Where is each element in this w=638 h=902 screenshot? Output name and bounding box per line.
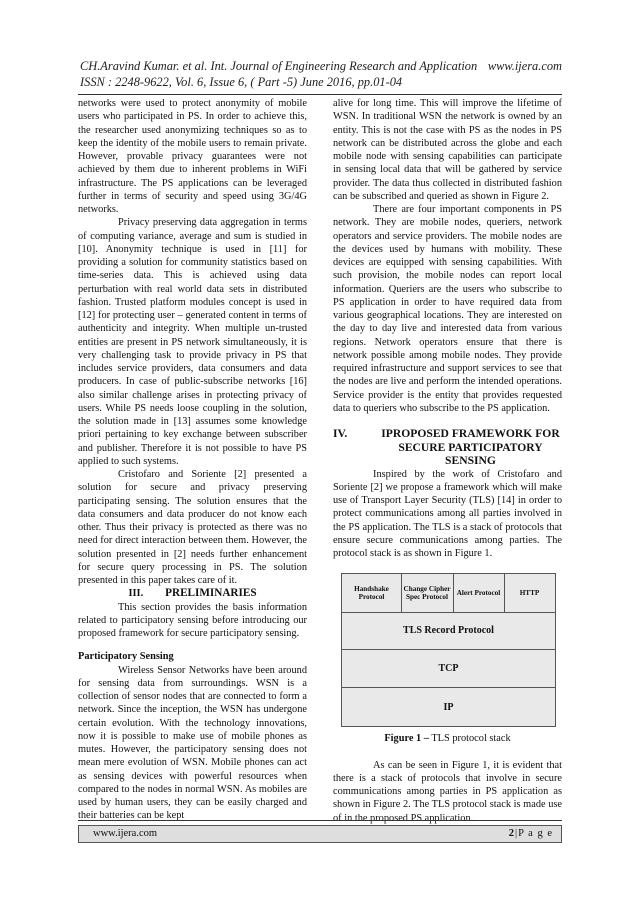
section-title-line: SENSING (445, 454, 496, 467)
footer-rule (78, 820, 562, 821)
figure-caption (333, 732, 562, 745)
running-header (80, 58, 562, 90)
figure-cell-alert: Alert Protocol (453, 574, 505, 613)
figure-cell-handshake: Handshake Protocol (342, 574, 402, 613)
right-column (333, 97, 562, 825)
paragraph: alive for long time. This will improve the lifetime of WSN. In traditional WSN the network is owned by an entity. This is not the case with PS as the nodes in PS network can be distributed across the globe and each mobile node with sensing capabilities can participate in sensing local data that will be gathered by service provider. The data thus collected in distributed fashion can be subscribed and queried as shown in Figure 2. (333, 98, 562, 202)
section-heading-preliminaries (78, 587, 307, 600)
section-title-line: IPROPOSED FRAMEWORK FOR (381, 427, 560, 440)
caption-label: Figure 1 – (384, 733, 429, 745)
footer-page-number (509, 828, 553, 839)
left-column (78, 97, 307, 823)
figure-cell-change-cipher-spec: Change Cipher Spec Protocol (401, 574, 454, 613)
section-heading-framework (333, 427, 562, 468)
figure-top-row (342, 574, 555, 612)
page-label: |P a g e (515, 828, 553, 839)
header-citation: CH.Aravind Kumar. et al. Int. Journal of Engineering Research and Application (80, 59, 478, 73)
section-number: III. (128, 588, 144, 600)
paragraph: Inspired by the work of Cristofaro and Soriente [2] we propose a framework which will make use of Transport Layer Security (TLS) [14] in order to protect communications among all parties involved in the PS application. The TLS is a stack of protocols that ensure secure communications among parties. The protocol stack is as shown in Figure 1. (333, 468, 562, 559)
subsection-heading: Participatory Sensing (78, 651, 174, 663)
header-rule (78, 94, 562, 95)
figure-band-tcp: TCP (342, 650, 555, 688)
figure-band-ip: IP (443, 701, 454, 713)
paragraph: There are four important components in PS network. They are mobile nodes, queriers, network operators and service providers. The mobile nodes are the devices used by humans with mobility. These devices are equipped with sensing capabilities. With such provision, the mobile nodes can report local information. Queriers are the users who subscribe to PS application in order to have required data from various geographical locations. They are interested on the day to day live and interested data from various regions. Network operators ensure that there is network possible among mobile nodes. They provide required infrastructure and support services to see that the nodes are live and perform the intended operations. Service provider is the entity that provides requested data to queriers who subscribe to the PS application. (333, 204, 562, 414)
figure-cell-http: HTTP (504, 574, 555, 613)
paragraph: As can be seen in Figure 1, it is evident that there is a stack of protocols that involve in secure communications among parties in PS application as shown in Figure 2. The TLS protocol stack is made use of in the proposed PS application. (333, 759, 562, 824)
section-title-line: SECURE PARTICIPATORY (398, 440, 543, 454)
paragraph: Wireless Sensor Networks have been around for sensing data from surroundings. WSN is a collection of sensor nodes that are connected to form a network. Since the inception, the WSN has undergone certain evolution. With the technology innovations, now it is possible to make use of mobile phones as mutes. However, the participatory sensing does not mean mere evolution of WSN. Mobile phones can act as sensing devices with powerful resources when compared to the nodes in normal WSN. As mobiles are used by human users, they can be easily charged and their batteries can be kept (78, 664, 307, 822)
page-footer (78, 825, 562, 843)
section-number: IV. (333, 427, 348, 440)
paragraph: This section provides the basis information related to participatory sensing before introducing our proposed framework for secure participatory sensing. (78, 601, 307, 639)
footer-url[interactable]: www.ijera.com (93, 828, 158, 839)
paragraph: networks were used to protect anonymity of mobile users who participated in PS. In order to achieve this, the researcher used anonymizing techniques so as to keep the identity of the mobile users to remain private. However, provable privacy guarantees were not achieved by them due to inherent problems in WiFi infrastructure. The PS applications can be leveraged further in terms of security and speed using 3G/4G networks. (78, 98, 307, 215)
section-title: PRELIMINARIES (165, 587, 257, 600)
header-issn: ISSN : 2248-9622, Vol. 6, Issue 6, ( Part -5) June 2016, pp.01-04 (80, 75, 403, 89)
tls-protocol-stack-figure (341, 573, 556, 727)
paragraph: Privacy preserving data aggregation in terms of computing variance, average and sum is studied in [10]. Anonymity technique is used in [11] for providing a solution for community statistics based on time-series data. This is achieved using data perturbation with real world data sets in distributed fashion. Trusted platform modules concept is used in [12] for protecting user – generated content in terms of authenticity and integrity. When multiple un-trusted entities are present in PS network simultaneously, it is very challenging task to provide privacy in PS that includes service providers, data consumers and data producers. In case of public-subscribe networks [16] also similar challenge arises in protecting privacy of users. While PS needs loose coupling in the solution, the solution made in [13] assumes some knowledge priori pertaining to key exchange between subscriber and publisher. Therefore it is not possible to have PS applied to such systems. (78, 217, 307, 467)
header-url[interactable]: www.ijera.com (487, 59, 562, 73)
paragraph: Cristofaro and Soriente [2] presented a solution for secure and privacy preserving participating sensing. The solution ensures that the data consumers and data producer do not know each other. Thus their privacy is protected as there was no need for direct interaction between them. However, the solution presented in [2] needs further enhancement for secure query processing in PS. The solution presented in this paper takes care of it. (78, 469, 307, 586)
page-number: 2 (508, 828, 515, 839)
caption-text: TLS protocol stack (428, 733, 511, 745)
figure-band-tls-record: TLS Record Protocol (342, 612, 555, 650)
